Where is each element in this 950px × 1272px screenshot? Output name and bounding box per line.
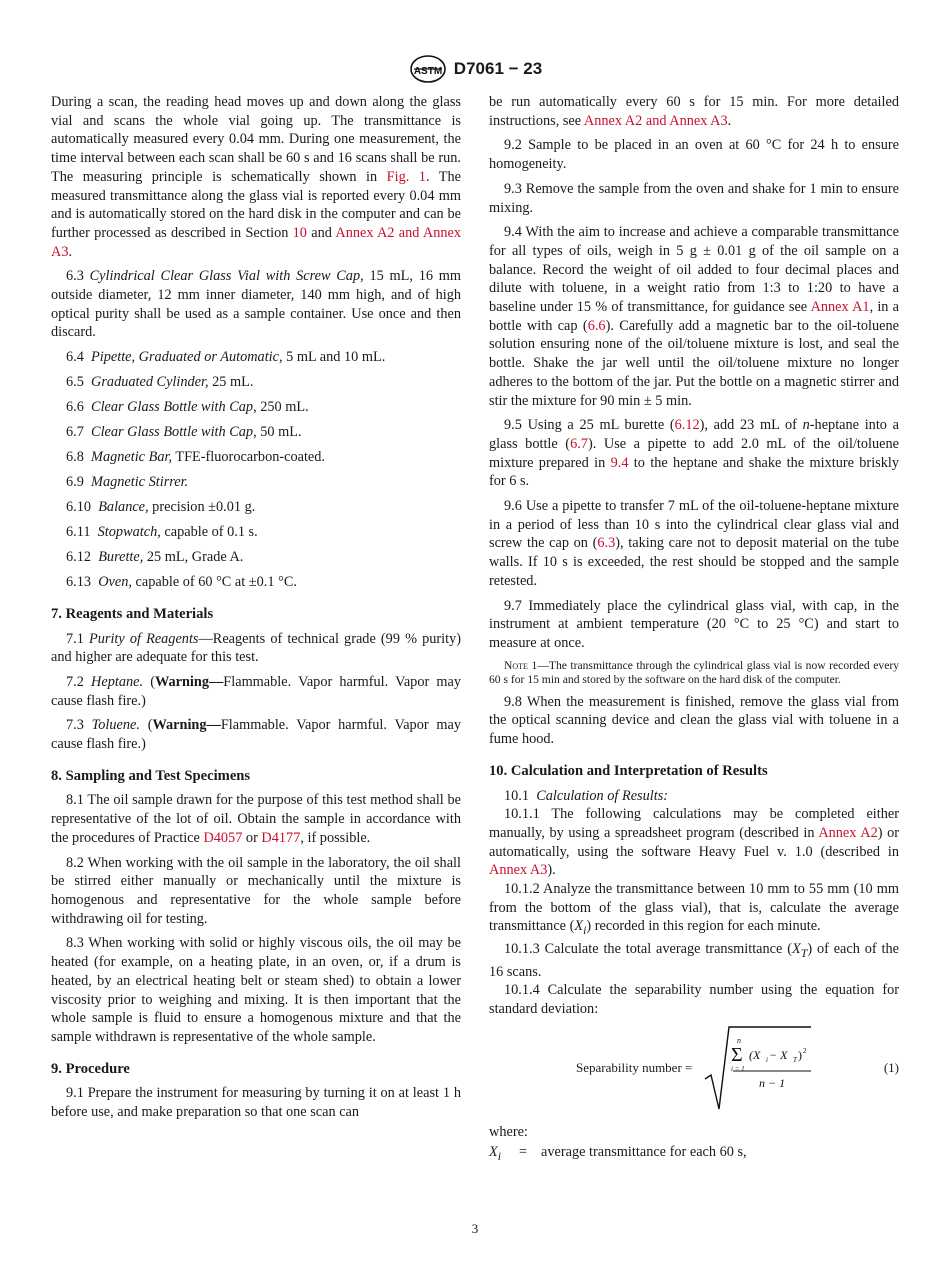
paragraph-intro: During a scan, the reading head moves up and down along the glass vial and scans the whole vial going up. The transmittance is automatically measured every 0.04 mm. During one measurement, the time interval between each scan shall be 60 s and 16 scans shall be run. The measuring principle is schematically shown in Fig. 1. The measured transmittance along the glass vial is reported every 0.04 mm and is automatically stored on the hard disk in the computer and can be further processed as described in Section 10 and Annex A2 and Annex A3. — [51, 94, 461, 260]
paragraph-7-3: 7.3 Toluene. (Warning—Flammable. Vapor harmful. Vapor may cause flash fire.) — [51, 717, 461, 753]
definition-xi: $X_i$ = average transmittance for each 60 s, — [489, 1144, 747, 1164]
link-annex-a1[interactable]: Annex A1 — [810, 299, 870, 316]
list-item: 6.5 Graduated Cylinder, 25 mL. — [66, 374, 254, 391]
paragraph-9-7: 9.7 Immediately place the cylindrical glass vial, with cap, in the instrument at ambient temperature (20 °C to 25 °C) and start to measure at once. — [489, 597, 899, 651]
page-header — [0, 54, 950, 84]
paragraph-8-2: 8.2 When working with the oil sample in the laboratory, the oil shall be stirred either manually or mechanically until the mixture is homogenous and representative for the whole sample before withdrawing oil for testing. — [51, 854, 461, 927]
link-d4057[interactable]: D4057 — [203, 829, 243, 846]
link-d4177[interactable]: D4177 — [261, 829, 301, 846]
left-column — [51, 93, 461, 1128]
astm-logo-text: ASTM — [413, 66, 442, 77]
paragraph-10-1-1: 10.1.1 The following calculations may be completed either manually, by using a spreadsheet program (described in Annex A2) or automatically, using the software Heavy Fuel v. 1.0 (described in Annex A3). — [489, 806, 899, 879]
equation-formula — [701, 1021, 821, 1117]
paragraph-7-1: 7.1 Purity of Reagents—Reagents of technical grade (99 % purity) and higher are adequate for this test. — [51, 630, 462, 666]
astm-logo-icon — [408, 54, 448, 84]
numerator-close: ) — [798, 1047, 802, 1062]
paragraph-10-1-2: 10.1.2 Analyze the transmittance between 10 mm to 55 mm (10 mm from the bottom of the glass vial), that is, calculate the average transmittance $(X_i)$ recorded in this region for each minute. — [489, 881, 899, 938]
paragraph-10-1-3: 10.1.3 Calculate the total average transmittance $(X_T)$ of each of the 16 scans. — [489, 940, 899, 980]
section-heading-8: 8. Sampling and Test Specimens — [51, 767, 251, 784]
section-heading-10: 10. Calculation and Interpretation of Results — [489, 762, 768, 779]
note-1: Note 1—The transmittance through the cylindrical glass vial is now recorded every 60 s for 15 min and stored by the software on the hard disk of the computer. — [489, 658, 899, 686]
paragraph-8-1: 8.1 The oil sample drawn for the purpose of this test method shall be representative of the lot of oil. Obtain the sample in accordance with the procedures of Practice D4057 or D4177, if possible. — [51, 792, 461, 846]
link-annex-a3[interactable]: Annex A3 — [489, 862, 548, 879]
denominator: n − 1 — [759, 1075, 786, 1090]
link-6-12[interactable]: 6.12 — [674, 417, 700, 434]
paragraph-7-2: 7.2 Heptane. (Warning—Flammable. Vapor harmful. Vapor may cause flash fire.) — [51, 673, 461, 709]
link-fig-1[interactable]: Fig. 1 — [386, 168, 426, 185]
sum-upper: n — [737, 1035, 741, 1045]
list-item: 6.7 Clear Glass Bottle with Cap, 50 mL. — [66, 424, 302, 441]
section-heading-9: 9. Procedure — [51, 1060, 130, 1077]
link-6-6[interactable]: 6.6 — [587, 317, 606, 334]
superscript-2: 2 — [803, 1046, 807, 1055]
paragraph-10-1-4: 10.1.4 Calculate the separability number using the equation for standard deviation: — [489, 982, 899, 1017]
page-number: 3 — [471, 1221, 479, 1236]
link-9-4[interactable]: 9.4 — [610, 454, 629, 471]
paragraph-6-3: 6.3 Cylindrical Clear Glass Vial with Screw Cap, 15 mL, 16 mm outside diameter, 12 mm inner diameter, 140 mm high, and of high optical purity shall be used as a sample container. Use once and then discard. — [51, 268, 461, 341]
list-item: 6.11 Stopwatch, capable of 0.1 s. — [66, 524, 258, 541]
equation-label: Separability number = — [576, 1059, 693, 1075]
sum-lower: i = 1 — [731, 1064, 745, 1073]
paragraph-9-2: 9.2 Sample to be placed in an oven at 60 °C for 24 h to ensure homogeneity. — [489, 137, 899, 173]
list-item: 6.8 Magnetic Bar, TFE-fluorocarbon-coated. — [66, 449, 326, 466]
paragraph-9-5: 9.5 Using a 25 mL burette (6.12), add 23 mL of n-heptane into a glass bottle (6.7). Use a pipette to add 2.0 mL of the oil/toluene mixture prepared in 9.4 to the heptane and shake the mixture briskly for 6 s. — [489, 417, 900, 490]
where-label: where: — [489, 1123, 528, 1140]
paragraph-8-3: 8.3 When working with solid or highly viscous oils, the oil may be heated (for example, on a heating plate, in an oven, or, if a drum is heated, by an electrical heating belt or steam shed) to obtain a lower viscosity prior to weighing and mixing. It is then important that the whole sample is fluid to ensure a homogenous mixture and that the sample withdrawn is representative of the whole sample. — [51, 935, 461, 1045]
list-item: 6.10 Balance, precision ±0.01 g. — [66, 499, 256, 516]
paragraph-10-1: 10.1 Calculation of Results: — [504, 787, 669, 804]
list-item: 6.9 Magnetic Stirrer. — [66, 474, 189, 491]
list-item: 6.13 Oven, capable of 60 °C at ±0.1 °C. — [66, 574, 297, 591]
paragraph-9-4: 9.4 With the aim to increase and achieve a comparable transmittance for all types of oils, weigh in 5 g ± 0.01 g of the oil sample on a balance. Record the weight of oil added to four decimal places and dilute with toluene, in a weight ratio from 1:3 to 1:20 to have a baseline under 15 % of transmittance, for guidance see Annex A1, in a bottle with cap (6.6). Carefully add a magnetic bar to the oil-toluene solution ensuring none of the oil/toluene mixture is lost, and seal the bottle. Shake the jar well until the oil/toluene mixture no longer adheres to the bottom of the jar. Put the bottle on a magnetic stirrer and stir the mixture for 90 min ± 5 min. — [489, 224, 899, 409]
paragraph-9-1: 9.1 Prepare the instrument for measuring by turning it on at least 1 h before use, and make preparation so that one scan can — [51, 1085, 461, 1121]
section-heading-7: 7. Reagents and Materials — [51, 605, 214, 622]
equation-number: (1) — [883, 1059, 899, 1075]
sub-i: i — [766, 1055, 768, 1064]
numerator-xt: − X — [769, 1047, 788, 1062]
link-6-7[interactable]: 6.7 — [570, 435, 588, 452]
right-column — [489, 93, 899, 1166]
sum-sigma: Σ — [731, 1043, 743, 1066]
list-item: 6.6 Clear Glass Bottle with Cap, 250 mL. — [66, 399, 309, 416]
paragraph-9-6: 9.6 Use a pipette to transfer 7 mL of the oil-toluene-heptane mixture in a period of less than 10 s into the cylindrical clear glass vial and screw the cap on (6.3), taking care not to deposit material on the tube walls. If 10 s is exceeded, the rest should be stopped and the sample retested. — [489, 498, 899, 589]
list-item: 6.12 Burette, 25 mL, Grade A. — [66, 549, 244, 566]
link-annex-a2-a3[interactable]: Annex A2 and Annex A3 — [51, 224, 461, 260]
document-id: D7061 − 23 — [453, 59, 543, 78]
link-section-10[interactable]: 10 — [292, 224, 307, 241]
list-item: 6.4 Pipette, Graduated or Automatic, 5 mL and 10 mL. — [66, 349, 386, 366]
link-annex-a2[interactable]: Annex A2 — [818, 824, 878, 841]
numerator-xi: (X — [749, 1047, 761, 1062]
link-6-3[interactable]: 6.3 — [597, 535, 616, 552]
paragraph-9-8: 9.8 When the measurement is finished, remove the glass vial from the optical scanning device and clean the glass vial with toluene in a fume hood. — [489, 693, 899, 748]
equation-1 — [489, 1021, 899, 1117]
sub-t: T — [793, 1055, 797, 1064]
paragraph-9-1-continued: be run automatically every 60 s for 15 min. For more detailed instructions, see Annex A2 and Annex A3. — [489, 94, 899, 129]
paragraph-9-3: 9.3 Remove the sample from the oven and shake for 1 min to ensure mixing. — [489, 180, 899, 216]
link-annex-a2-a3[interactable]: Annex A2 and Annex A3 — [583, 112, 728, 129]
